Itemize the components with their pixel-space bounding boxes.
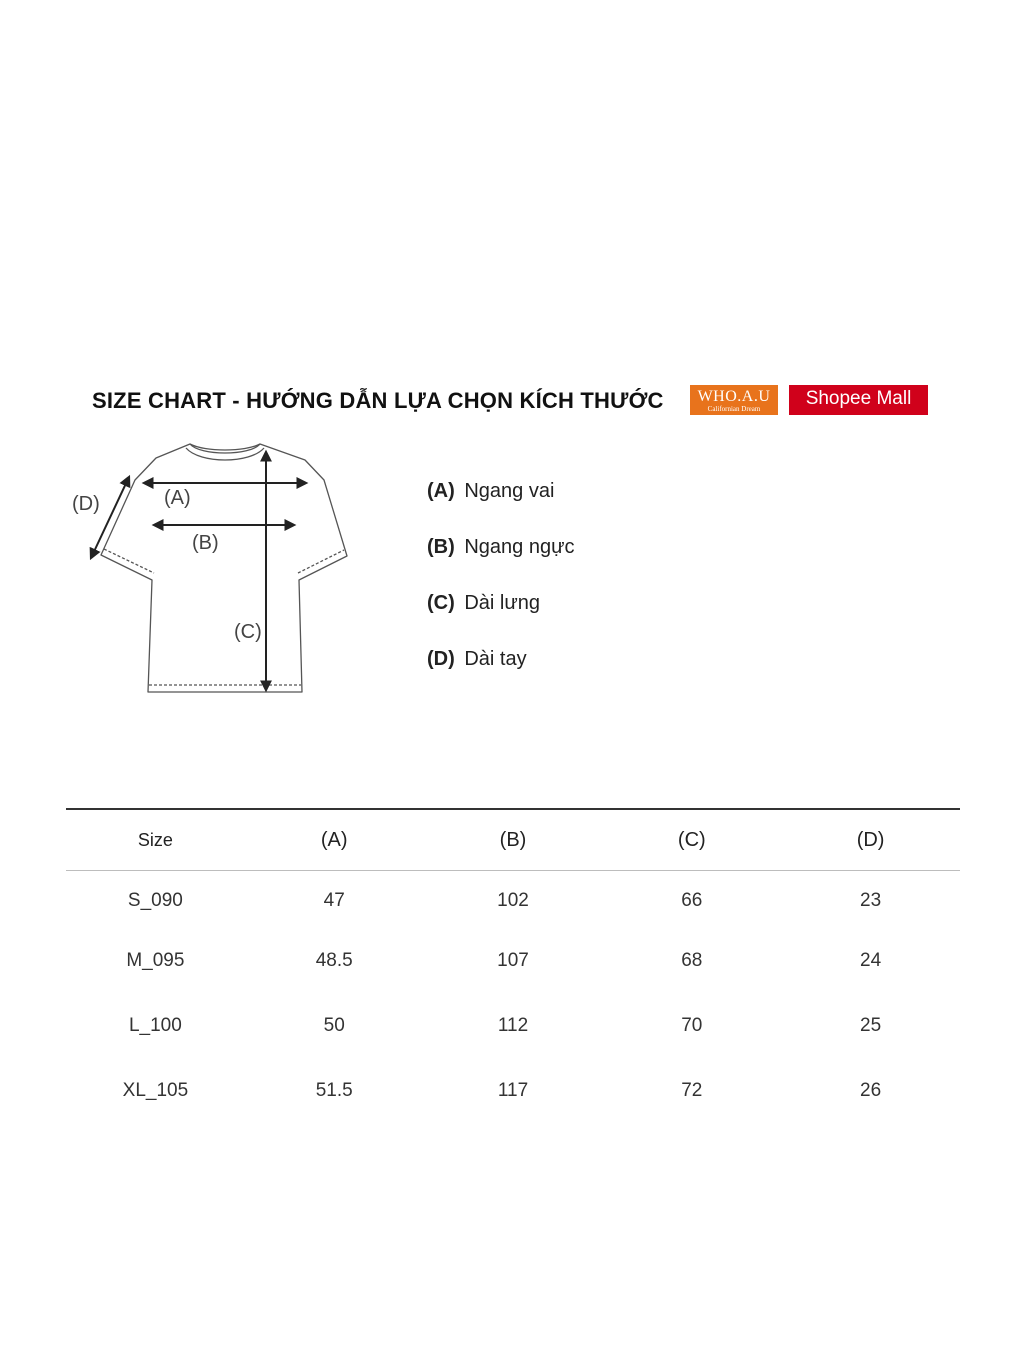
page-title: SIZE CHART - HƯỚNG DẪN LỰA CHỌN KÍCH THƯỚC	[92, 388, 664, 413]
table-header-row	[66, 809, 960, 871]
legend-item-c	[427, 592, 574, 648]
column-header-d: (D)	[781, 809, 960, 871]
legend-item-a	[427, 480, 574, 536]
size-table	[66, 808, 960, 1123]
tshirt-outline	[101, 444, 347, 692]
cell-c: 72	[681, 1079, 703, 1101]
diagram-label-c: (C)	[234, 621, 262, 643]
legend-code: (D)	[427, 648, 455, 670]
legend-text: Dài lưng	[464, 592, 540, 614]
legend-code: (A)	[427, 480, 455, 502]
diagram-label-a: (A)	[164, 487, 191, 509]
column-header-size: Size	[66, 809, 245, 871]
cell-b: 117	[497, 1079, 529, 1101]
table-row	[66, 1058, 960, 1123]
cell-b: 112	[497, 1014, 529, 1036]
column-header-b: (B)	[424, 809, 603, 871]
cell-c: 70	[681, 1014, 703, 1036]
whoau-logo-tagline: Californian Dream	[707, 405, 761, 413]
column-header-a: (A)	[245, 809, 424, 871]
cell-d: 23	[860, 889, 882, 911]
table-row	[66, 993, 960, 1058]
legend-text: Ngang ngực	[464, 536, 575, 558]
diagram-label-d: (D)	[72, 493, 100, 515]
cell-a: 51.5	[315, 1079, 353, 1101]
legend-text: Dài tay	[464, 648, 527, 670]
shopee-mall-logo: Shopee Mall	[789, 385, 928, 415]
cell-size: S_090	[127, 889, 183, 911]
cell-d: 25	[860, 1014, 882, 1036]
cell-size: M_095	[126, 949, 185, 971]
column-header-c: (C)	[602, 809, 781, 871]
cell-size: XL_105	[122, 1079, 189, 1101]
table-row	[66, 928, 960, 993]
legend-text: Ngang vai	[464, 480, 555, 502]
cell-d: 24	[860, 949, 882, 971]
cell-b: 107	[497, 949, 529, 971]
diagram-label-b: (B)	[192, 532, 219, 554]
cell-c: 66	[681, 889, 703, 911]
cell-a: 48.5	[315, 949, 353, 971]
legend-code: (C)	[427, 592, 455, 614]
cell-d: 26	[860, 1079, 882, 1101]
cell-c: 68	[681, 949, 703, 971]
tshirt-diagram	[60, 430, 380, 720]
cell-b: 102	[497, 889, 529, 911]
tshirt-diagram-svg	[60, 430, 380, 720]
whoau-logo	[690, 385, 778, 415]
table-row	[66, 871, 960, 929]
measurement-legend	[427, 480, 574, 704]
cell-size: L_100	[128, 1014, 182, 1036]
legend-item-d	[427, 648, 574, 704]
cell-a: 47	[323, 889, 345, 911]
cell-a: 50	[323, 1014, 345, 1036]
legend-code: (B)	[427, 536, 455, 558]
legend-item-b	[427, 536, 574, 592]
whoau-logo-brand: WHO.A.U	[697, 388, 771, 405]
